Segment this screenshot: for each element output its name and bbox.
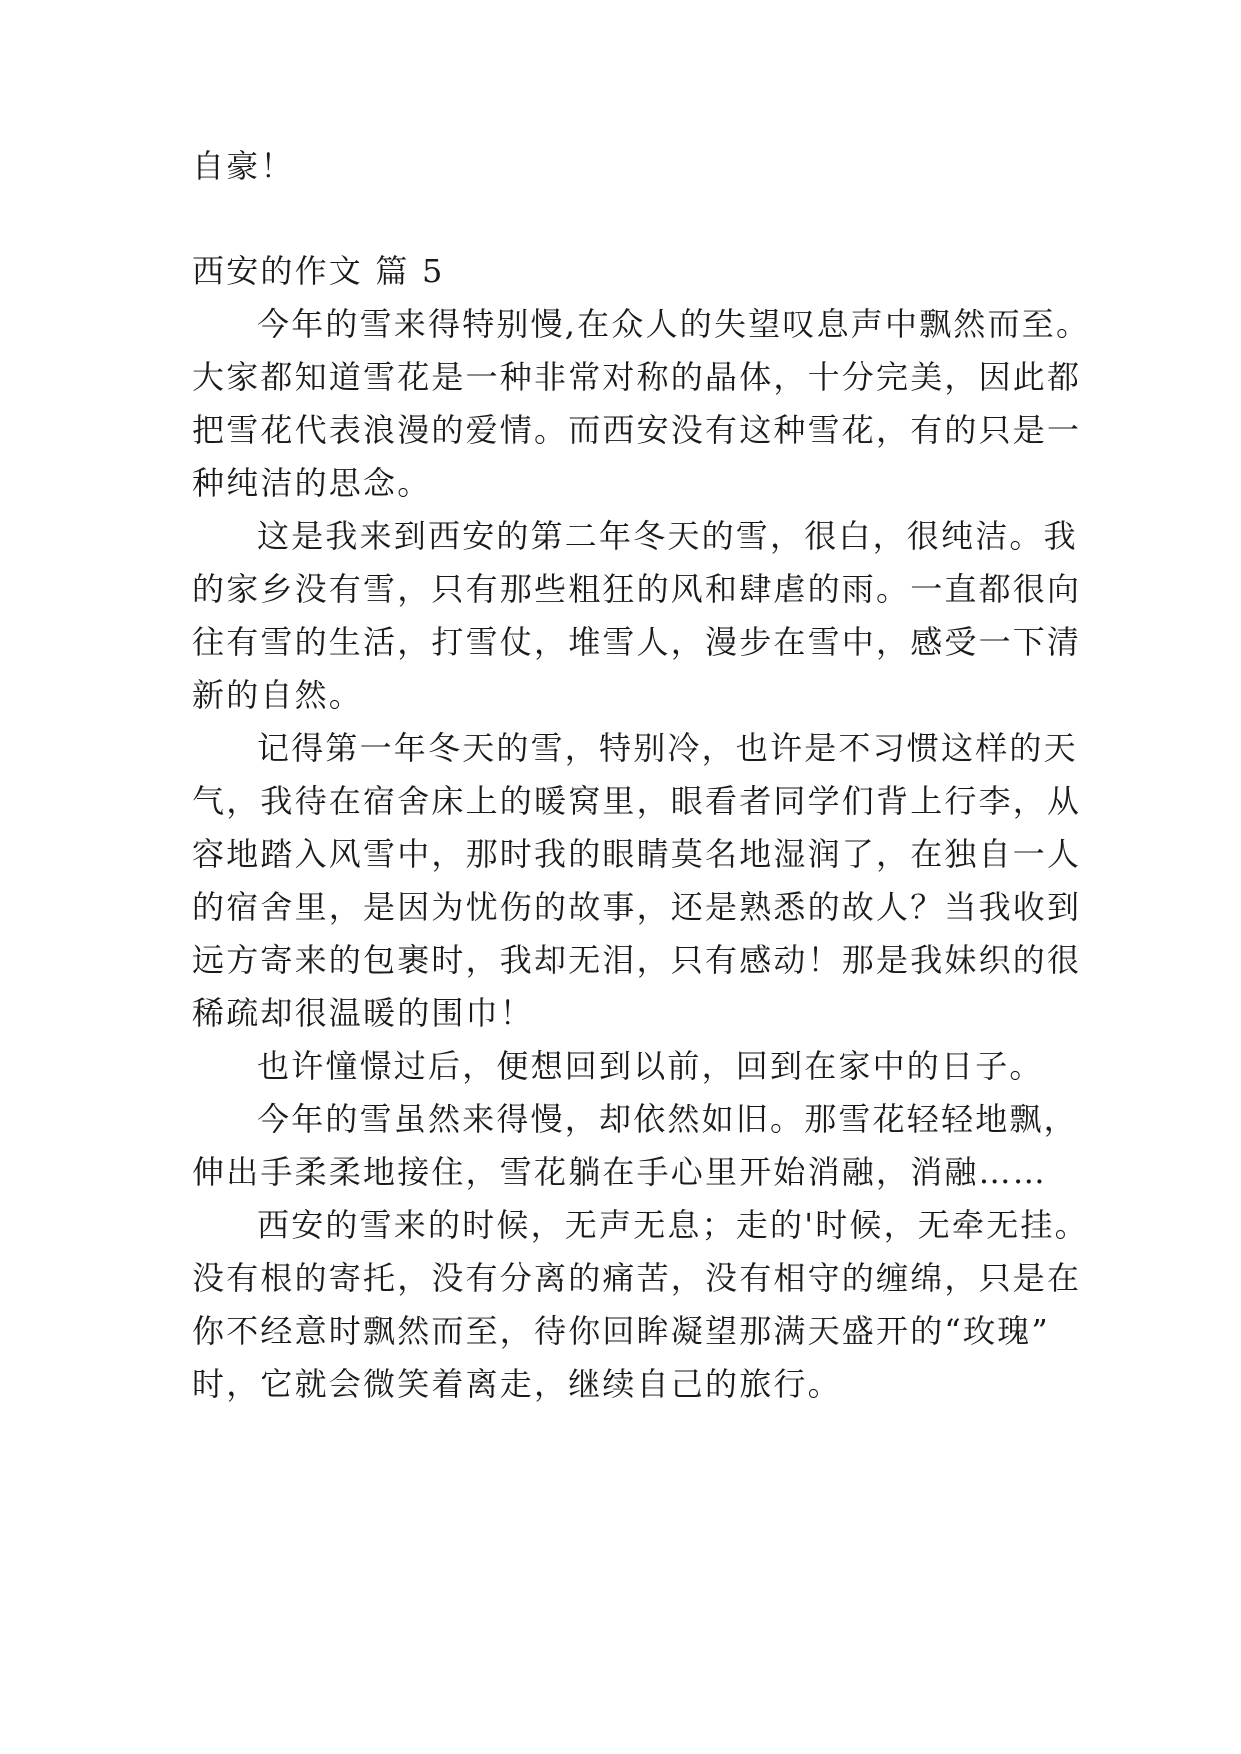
text-line: 稀疏却很温暖的围巾！ bbox=[192, 994, 535, 1032]
text-line: 新的自然。 bbox=[192, 676, 364, 714]
text-line: 今年的雪来得特别慢,在众人的失望叹息声中飘然而至。 bbox=[257, 305, 1091, 343]
text-line: 没有根的寄托，没有分离的痛苦，没有相守的缠绵，只是在 bbox=[192, 1259, 1082, 1297]
text-line: 种纯洁的思念。 bbox=[192, 464, 432, 502]
text-line: 也许憧憬过后，便想回到以前，回到在家中的日子。 bbox=[257, 1047, 1044, 1085]
text-line: 今年的雪虽然来得慢，却依然如旧。那雪花轻轻地飘， bbox=[257, 1100, 1078, 1138]
text-line: 时，它就会微笑着离走，继续自己的旅行。 bbox=[192, 1365, 842, 1403]
text-line: 远方寄来的包裹时，我却无泪，只有感动！那是我妹织的很 bbox=[192, 941, 1082, 979]
text-line: 的宿舍里，是因为忧伤的故事，还是熟悉的故人？当我收到 bbox=[192, 888, 1082, 926]
text-line: 西安的雪来的时候，无声无息；走的'时候，无牵无挂。 bbox=[257, 1206, 1089, 1244]
text-line: 往有雪的生活，打雪仗，堆雪人，漫步在雪中，感受一下清 bbox=[192, 623, 1082, 661]
text-line: 这是我来到西安的第二年冬天的雪，很白，很纯洁。我 bbox=[257, 517, 1078, 555]
text-line: 容地踏入风雪中，那时我的眼睛莫名地湿润了，在独自一人 bbox=[192, 835, 1082, 873]
text-line: 记得第一年冬天的雪，特别冷，也许是不习惯这样的天 bbox=[257, 729, 1078, 767]
text-line: 气，我待在宿舍床上的暖窝里，眼看者同学们背上行李，从 bbox=[192, 782, 1082, 820]
text-line: 自豪！ bbox=[192, 147, 295, 185]
text-line: 把雪花代表浪漫的爱情。而西安没有这种雪花，有的只是一 bbox=[192, 411, 1082, 449]
text-line: 的家乡没有雪，只有那些粗狂的风和肆虐的雨。一直都很向 bbox=[192, 570, 1082, 608]
text-line: 伸出手柔柔地接住，雪花躺在手心里开始消融，消融…… bbox=[192, 1153, 1048, 1191]
text-line: 大家都知道雪花是一种非常对称的晶体，十分完美，因此都 bbox=[192, 358, 1082, 396]
text-line: 你不经意时飘然而至，待你回眸凝望那满天盛开的“玫瑰” bbox=[192, 1312, 1050, 1350]
section-title: 西安的作文 篇 5 bbox=[192, 252, 445, 290]
